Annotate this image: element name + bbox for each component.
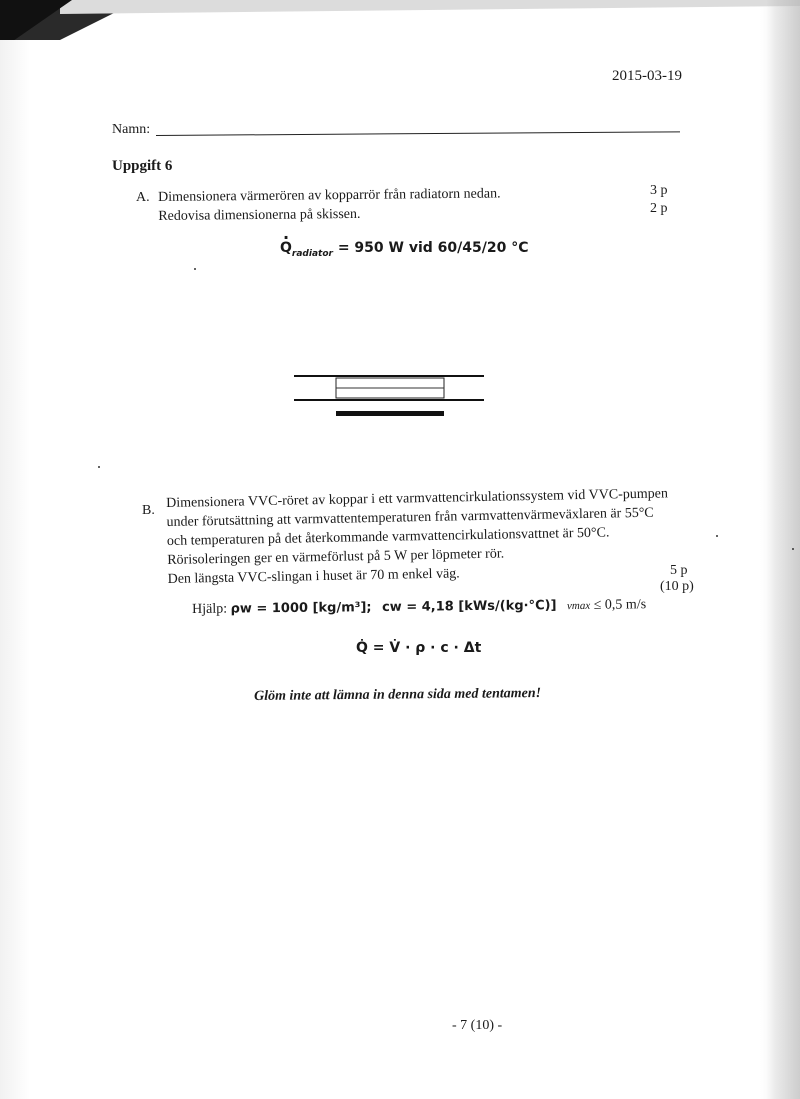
part-b-points-1: 5 p [670,563,688,578]
part-b-line-1: Dimensionera VVC-röret av koppar i ett varmvattencirkulationssystem vid VVC-pumpen [166,486,669,511]
floor-bar [336,411,444,416]
formula-q-subscript: radiator [291,248,333,259]
formula-rest: = 950 W vid 60/45/20 °C [332,240,529,256]
part-b-line-3: och temperaturen på det återkommande varmvattencirkulationsvattnet är 50°C. [166,525,610,549]
scan-speck [716,535,718,537]
task-title: Uppgift 6 [112,158,173,174]
part-b-line-2: under förutsättning att varmvattentemperaturen från varmvattenvärmeväxlaren är 55°C [166,505,654,530]
help-rho: ρw = 1000 [kg/m³]; [230,600,372,617]
part-a-text [158,184,578,226]
part-a-line-2: Redovisa dimensionerna på skissen. [158,206,361,224]
exam-date: 2015-03-19 [612,68,682,84]
heat-formula: Q̇ = V̇ · ρ · c · Δt [356,640,482,656]
scan-speck [98,466,100,468]
scan-speck [194,268,196,270]
part-b-line-5: Den längsta VVC-slingan i huset är 70 m enkel väg. [167,566,460,587]
part-b-points-total: (10 p) [660,579,694,594]
scan-right-edge [766,0,800,1099]
help-vmax-rest: ≤ 0,5 m/s [590,597,647,613]
part-b-letter: B. [142,503,155,518]
part-a-line-1: Dimensionera värmerören av kopparrör från radiatorn nedan. [158,186,501,205]
help-label: Hjälp: [192,601,231,617]
formula-q-symbol: · Q [280,240,292,256]
scan-speck [792,548,794,550]
part-a-letter: A. [136,190,150,205]
radiator-sketch [290,368,490,424]
part-a-points-2: 2 p [650,201,668,216]
radiator-formula [280,240,529,259]
help-vmax: vmax [566,599,591,613]
reminder-text: Glöm inte att lämna in denna sida med tentamen! [254,685,542,704]
name-label: Namn: [112,122,151,137]
page-number: - 7 (10) - [452,1018,503,1033]
part-b-line-4: Rörisoleringen ger en värmeförlust på 5 W per löpmeter rör. [167,546,505,568]
part-a-points-1: 3 p [650,183,668,198]
scan-corner-shadow [0,0,800,40]
help-cw: cw = 4,18 [kWs/(kg·°C)] [381,598,557,616]
part-b-text [166,484,708,589]
